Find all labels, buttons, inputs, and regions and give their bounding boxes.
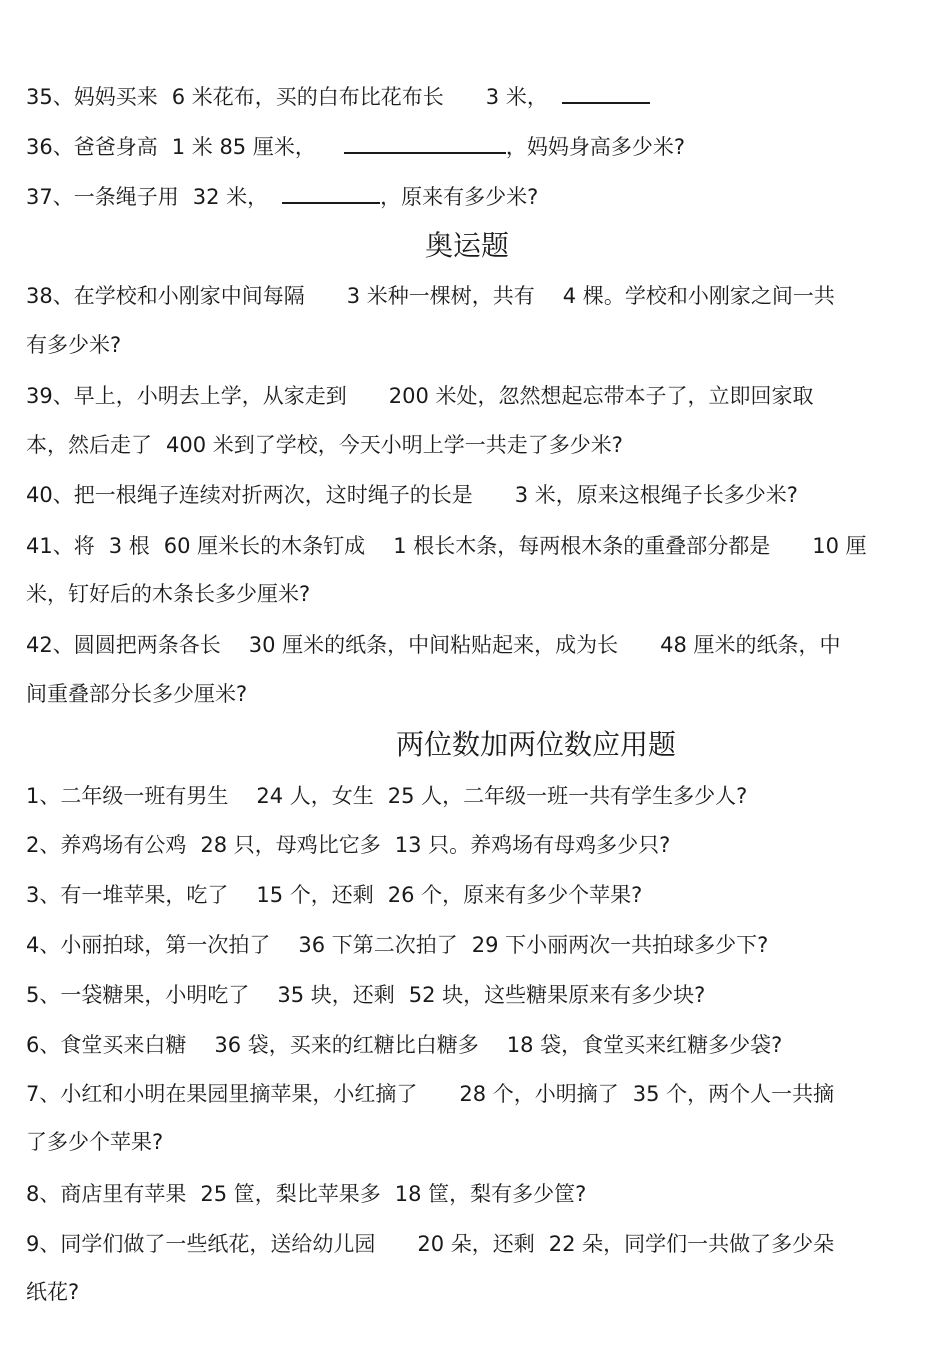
problem-38-text-b: 3 米种一棵树，共有 [346,284,535,308]
problem-41-text-b: 3 根 [108,534,150,558]
problem-1-text-a: 1、二年级一班有男生 [26,784,229,808]
problem-8 [26,1179,586,1209]
problem-5 [26,980,705,1010]
problem-35-text-a: 35、妈妈买来 [26,85,158,109]
answer-blank[interactable] [282,182,380,204]
problem-6 [26,1030,782,1060]
answer-blank[interactable] [562,82,650,104]
problem-36 [26,132,685,162]
problem-41-text-f: 米，钉好后的木条长多少厘米? [26,582,311,606]
problem-9-cont [26,1277,79,1307]
problem-6-text-b: 36 袋，买来的红糖比白糖多 [214,1033,479,1057]
problem-1-text-b: 24 人，女生 [256,784,374,808]
problem-39-text-c: 本，然后走了 [26,433,152,457]
problem-42-text-b: 30 厘米的纸条，中间粘贴起来，成为长 [248,633,619,657]
problem-1 [26,781,747,811]
problem-3-text-c: 26 个，原来有多少个苹果? [387,883,643,907]
problem-7-text-d: 了多少个苹果? [26,1130,164,1154]
problem-36-text-c: ，妈妈身高多少米? [505,135,685,159]
problem-40-text-b: 3 米，原来这根绳子长多少米? [514,483,798,507]
problem-3-text-a: 3、有一堆苹果，吃了 [26,883,229,907]
problem-4-text-c: 29 下小丽两次一共拍球多少下? [471,933,769,957]
problem-42-text-d: 间重叠部分长多少厘米? [26,682,248,706]
problem-9-text-b: 20 朵，还剩 [417,1232,535,1256]
problem-36-text-a: 36、爸爸身高 [26,135,158,159]
section-heading-olympic: 奥运题 [425,229,510,262]
problem-37-text-a: 37、一条绳子用 [26,185,179,209]
problem-8-text-a: 8、商店里有苹果 [26,1182,187,1206]
problem-2-text-b: 28 只，母鸡比它多 [200,833,381,857]
problem-8-text-c: 18 筐，梨有多少筐? [394,1182,587,1206]
problem-39-cont [26,430,623,460]
problem-9-text-a: 9、同学们做了一些纸花，送给幼儿园 [26,1232,376,1256]
problem-5-text-c: 52 块，这些糖果原来有多少块? [408,983,706,1007]
problem-2-text-c: 13 只。养鸡场有母鸡多少只? [394,833,671,857]
problem-3-text-b: 15 个，还剩 [256,883,374,907]
problem-36-text-b: 1 米 85 厘米， [171,135,316,159]
problem-8-text-b: 25 筐，梨比苹果多 [200,1182,381,1206]
problem-6-text-a: 6、食堂买来白糖 [26,1033,187,1057]
problem-7-text-a: 7、小红和小明在果园里摘苹果，小红摘了 [26,1082,418,1106]
problem-37-text-c: ，原来有多少米? [380,185,539,209]
problem-9 [26,1229,834,1259]
problem-38-text-c: 4 棵。学校和小刚家之间一共 [562,284,835,308]
problem-39-text-a: 39、早上，小明去上学，从家走到 [26,384,347,408]
problem-1-text-c: 25 人，二年级一班一共有学生多少人? [387,784,748,808]
problem-40-text-a: 40、把一根绳子连续对折两次，这时绳子的长是 [26,483,473,507]
problem-41-text-c: 60 厘米长的木条钉成 [163,534,366,558]
problem-4-text-a: 4、小丽拍球，第一次拍了 [26,933,271,957]
problem-39-text-d: 400 米到了学校，今天小明上学一共走了多少米? [166,433,623,457]
answer-blank[interactable] [344,132,506,154]
problem-38-text-d: 有多少米? [26,333,122,357]
problem-38-text-a: 38、在学校和小刚家中间每隔 [26,284,305,308]
problem-9-text-c: 22 朵，同学们一共做了多少朵 [548,1232,835,1256]
problem-38 [26,281,835,311]
problem-42 [26,630,841,660]
problem-7-text-b: 28 个，小明摘了 [459,1082,619,1106]
problem-39-text-b: 200 米处，忽然想起忘带本子了，立即回家取 [388,384,814,408]
problem-7-cont [26,1127,163,1157]
problem-38-cont [26,330,121,360]
problem-40 [26,480,798,510]
problem-41-text-a: 41、将 [26,534,95,558]
problem-6-text-c: 18 袋，食堂买来红糖多少袋? [506,1033,783,1057]
problem-4-text-b: 36 下第二次拍了 [298,933,458,957]
problem-3 [26,880,642,910]
problem-41-text-d: 1 根长木条，每两根木条的重叠部分都是 [393,534,771,558]
problem-5-text-b: 35 块，还剩 [277,983,395,1007]
problem-42-text-a: 42、圆圆把两条各长 [26,633,221,657]
problem-42-cont [26,679,247,709]
problem-35 [26,82,650,112]
problem-7 [26,1079,834,1109]
problem-2 [26,830,670,860]
problem-35-text-b: 6 米花布，买的白布比花布长 [171,85,444,109]
problem-4 [26,930,768,960]
problem-41 [26,531,867,561]
problem-39 [26,381,814,411]
problem-35-text-c: 3 米， [485,85,548,109]
problem-5-text-a: 5、一袋糖果，小明吃了 [26,983,250,1007]
problem-42-text-c: 48 厘米的纸条，中 [660,633,841,657]
problem-9-text-d: 纸花? [26,1280,80,1304]
problem-37-text-b: 32 米， [192,185,269,209]
problem-37 [26,182,538,212]
problem-2-text-a: 2、养鸡场有公鸡 [26,833,187,857]
problem-41-cont [26,579,310,609]
section-heading-two-digit: 两位数加两位数应用题 [396,728,677,761]
problem-41-text-e: 10 厘 [812,534,867,558]
problem-7-text-c: 35 个，两个人一共摘 [632,1082,835,1106]
